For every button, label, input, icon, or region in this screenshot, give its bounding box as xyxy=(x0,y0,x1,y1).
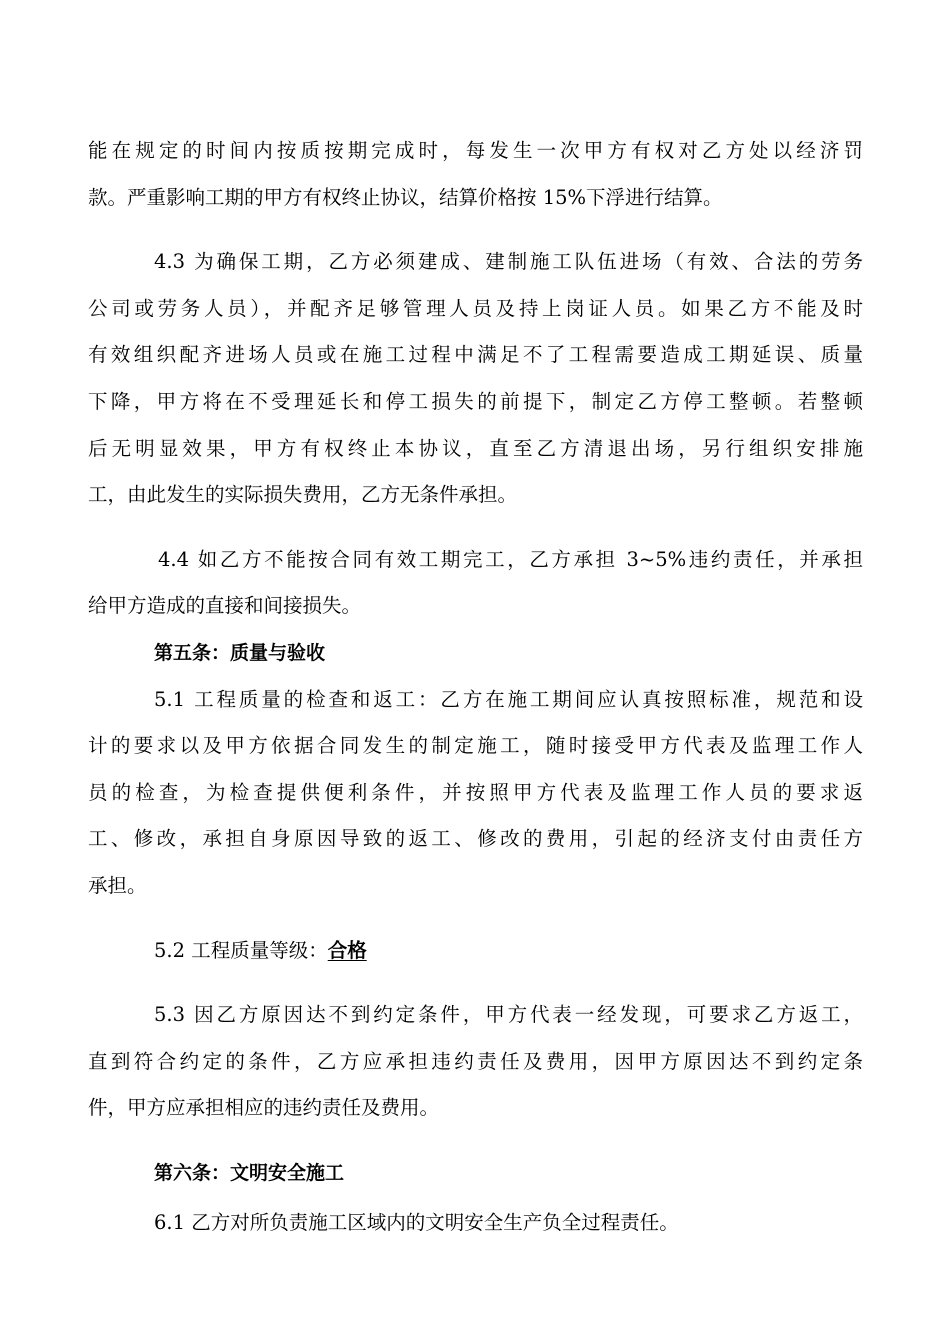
clause-4-3 xyxy=(88,239,863,519)
document-page xyxy=(88,128,863,1247)
text-line: 4.4 如乙方不能按合同有效工期完工，乙方承担 3~5%违约责任，并承担 xyxy=(158,547,863,571)
text-line: 员的检查，为检查提供便利条件，并按照甲方代表及监理工作人员的要求返 xyxy=(88,780,863,804)
text-line: 5.1 工程质量的检查和返工：乙方在施工期间应认真按照标准，规范和设 xyxy=(154,687,863,711)
paragraph-continued xyxy=(88,128,863,221)
quality-grade-value: 合格 xyxy=(327,938,367,962)
text-line: 工、修改，承担自身原因导致的返工、修改的费用，引起的经济支付由责任方 xyxy=(88,827,863,851)
text-line: 计的要求以及甲方依据合同发生的制定施工，随时接受甲方代表及监理工作人 xyxy=(88,734,863,758)
text-line: 能在规定的时间内按质按期完成时，每发生一次甲方有权对乙方处以经济罚 xyxy=(88,139,863,162)
text-line: 给甲方造成的直接和间接损失。 xyxy=(88,594,362,618)
clause-5-1 xyxy=(88,677,863,910)
clause-4-4 xyxy=(88,537,863,630)
text-line: 有效组织配齐进场人员或在施工过程中满足不了工程需要造成工期延误、质量 xyxy=(88,343,863,367)
text-line: 后无明显效果，甲方有权终止本协议，直至乙方清退出场，另行组织安排施 xyxy=(88,436,863,460)
text-line: 下降，甲方将在不受理延长和停工损失的前提下，制定乙方停工整顿。若整顿 xyxy=(88,389,863,413)
clause-5-2 xyxy=(88,928,863,975)
text-line: 款。严重影响工期的甲方有权终止协议，结算价格按 15%下浮进行结算。 xyxy=(88,185,723,209)
text-line: 件，甲方应承担相应的违约责任及费用。 xyxy=(88,1096,440,1120)
text-line: 5.3 因乙方原因达不到约定条件，甲方代表一经发现，可要求乙方返工， xyxy=(154,1003,863,1027)
section-heading-5: 第五条：质量与验收 xyxy=(154,641,326,664)
text-line: 公司或劳务人员），并配齐足够管理人员及持上岗证人员。如果乙方不能及时 xyxy=(88,296,863,320)
text-line: 承担。 xyxy=(88,873,147,897)
quality-grade-label: 5.2 工程质量等级： xyxy=(154,938,328,962)
clause-5-3 xyxy=(88,992,863,1132)
text-line: 4.3 为确保工期，乙方必须建成、建制施工队伍进场（有效、合法的劳务 xyxy=(154,250,863,274)
section-heading-6: 第六条：文明安全施工 xyxy=(154,1161,345,1184)
clause-6-1: 6.1 乙方对所负责施工区域内的文明安全生产负全过程责任。 xyxy=(154,1211,679,1235)
text-line: 直到符合约定的条件，乙方应承担违约责任及费用，因甲方原因达不到约定条 xyxy=(88,1049,863,1073)
text-line: 工，由此发生的实际损失费用，乙方无条件承担。 xyxy=(88,483,518,507)
